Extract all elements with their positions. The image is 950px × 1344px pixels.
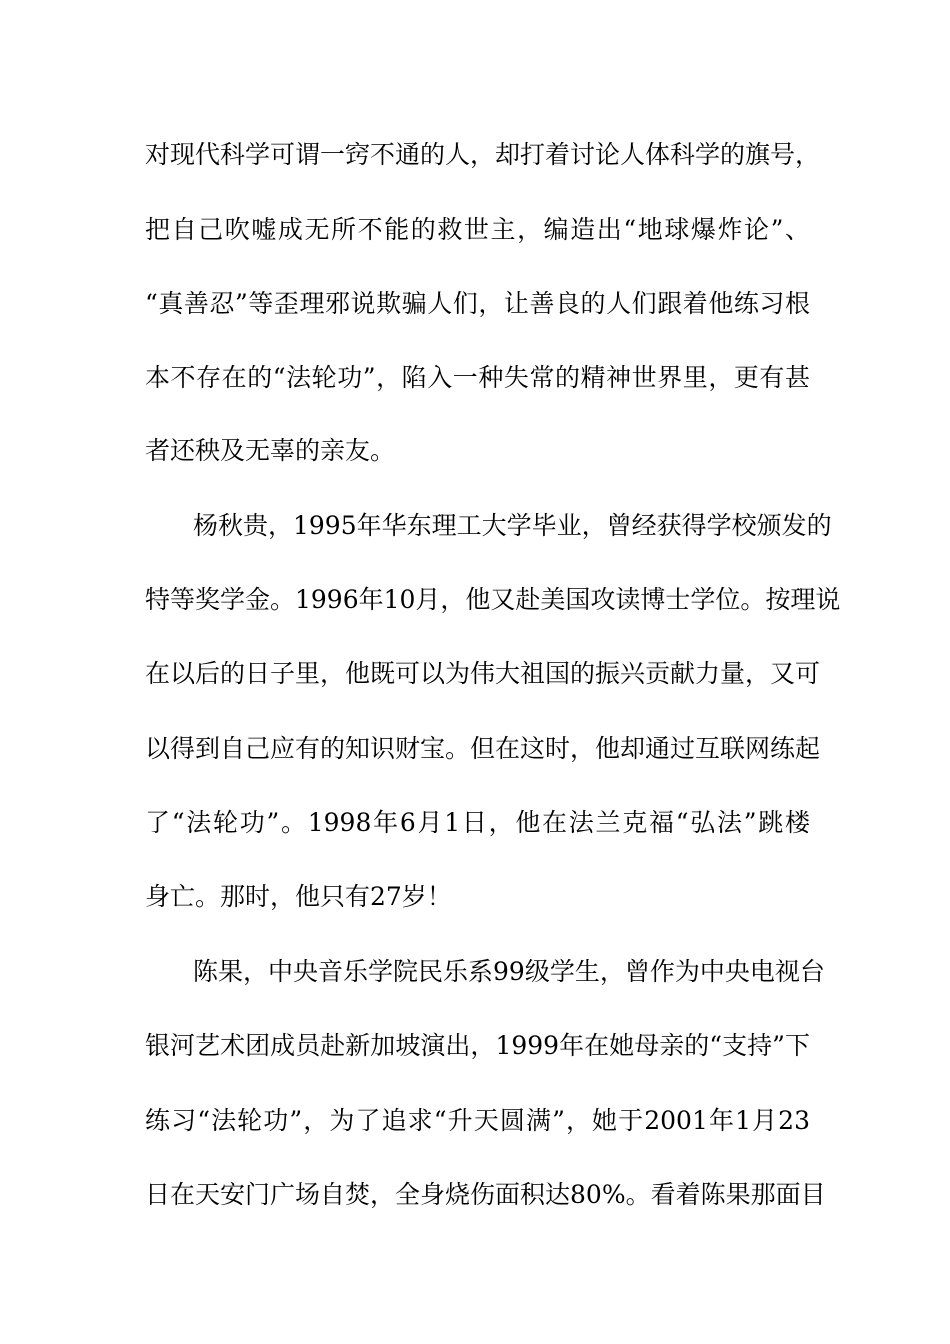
text-line: 以得到自己应有的知识财宝。但在这时，他却通过互联网练起 [145,734,821,763]
text-line: 对现代科学可谓一窍不通的人，却打着讨论人体科学的旗号， [145,140,821,169]
text-line: 把自己吹嘘成无所不能的救世主，编造出“地球爆炸论”、 [145,215,810,244]
text-line: “真善忍”等歪理邪说欺骗人们，让善良的人们跟着他练习根 [145,289,810,318]
paragraph-first-line: 陈果，中央音乐学院民乐系99级学生，曾作为中央电视台 [193,957,825,986]
text-line: 身亡。那时，他只有27岁！ [145,882,452,911]
text-line: 者还秧及无辜的亲友。 [145,436,396,465]
text-line: 在以后的日子里，他既可以为伟大祖国的振兴贡献力量，又可 [145,659,821,688]
text-line: 日在天安门广场自焚，全身烧伤面积达80%。看着陈果那面目 [145,1180,826,1209]
text-line: 了“法轮功”。1998年6月1日，他在法兰克福“弘法”跳楼 [145,808,810,837]
text-line: 特等奖学金。1996年10月，他又赴美国攻读博士学位。按理说 [145,585,841,614]
text-line: 本不存在的“法轮功”，陷入一种失常的精神世界里，更有甚 [145,363,810,392]
text-line: 练习“法轮功”，为了追求“升天圆满”，她于2001年1月23 [145,1106,810,1135]
text-line: 银河艺术团成员赴新加坡演出，1999年在她母亲的“支持”下 [145,1031,810,1060]
paragraph-first-line: 杨秋贵，1995年华东理工大学毕业，曾经获得学校颁发的 [193,511,832,540]
